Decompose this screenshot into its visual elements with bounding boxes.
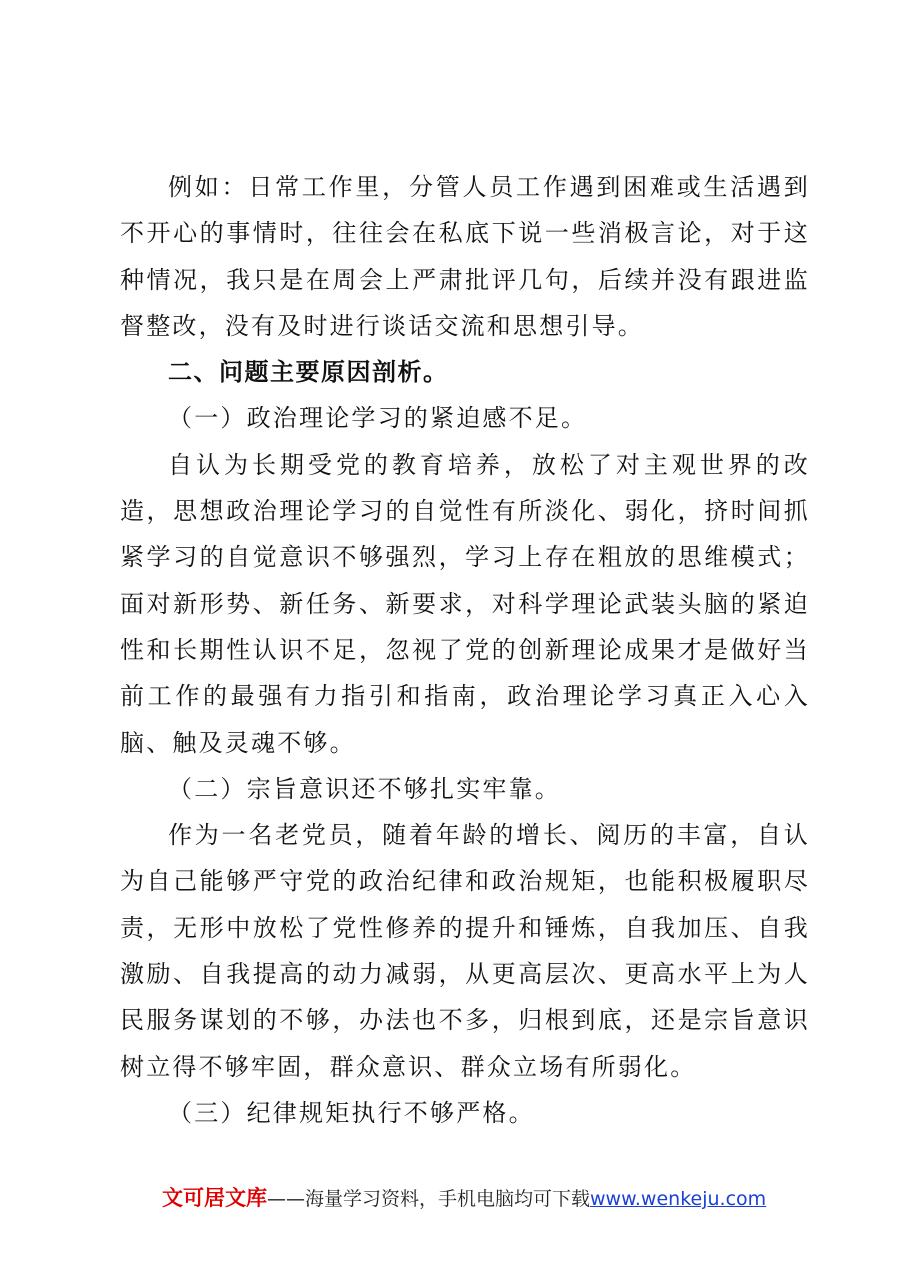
subheading-theory-study: （一）政治理论学习的紧迫感不足。 (168, 404, 588, 433)
paragraph-theory-study: 自认为长期受党的教育培养，放松了对主观世界的改造，思想政治理论学习的自觉性有所淡化、弱化，挤时间抓紧学习的自觉意识不够强烈，学习上存在粗放的思维模式；面对新形势、新任务、新要求，对科学理论武装头脑的紧迫性和长期性认识不足，忽视了党的创新理论成果才是做好当前工作的最强有力指引和指南，政治理论学习真正入心入脑、触及灵魂不够。 (120, 450, 810, 757)
subheading-discipline: （三）纪律规矩执行不够严格。 (168, 1098, 535, 1127)
section-heading-causes: 二、问题主要原因剖析。 (168, 358, 449, 387)
subheading-purpose-awareness: （二）宗旨意识还不够扎实牢靠。 (168, 774, 561, 803)
footer-banner (162, 1180, 766, 1216)
footer-website-link[interactable]: www.wenkeju.com (590, 1188, 767, 1210)
paragraph-example: 例如：日常工作里，分管人员工作遇到困难或生活遇到不开心的事情时，往往会在私底下说一些消极言论，对于这种情况，我只是在周会上严肃批评几句，后续并没有跟进监督整改，没有及时进行谈话交流和思想引导。 (120, 173, 810, 340)
footer-brand: 文可居文库 (162, 1186, 267, 1210)
document-body (120, 164, 810, 1136)
footer-dash: —— (267, 1188, 305, 1210)
footer-slogan: 海量学习资料，手机电脑均可下载 (305, 1188, 591, 1210)
paragraph-purpose-awareness: 作为一名老党员，随着年龄的增长、阅历的丰富，自认为自己能够严守党的政治纪律和政治规矩，也能积极履职尽责，无形中放松了党性修养的提升和锤炼，自我加压、自我激励、自我提高的动力减弱，从更高层次、更高水平上为人民服务谋划的不够，办法也不多，归根到底，还是宗旨意识树立得不够牢固，群众意识、群众立场有所弱化。 (120, 821, 810, 1081)
